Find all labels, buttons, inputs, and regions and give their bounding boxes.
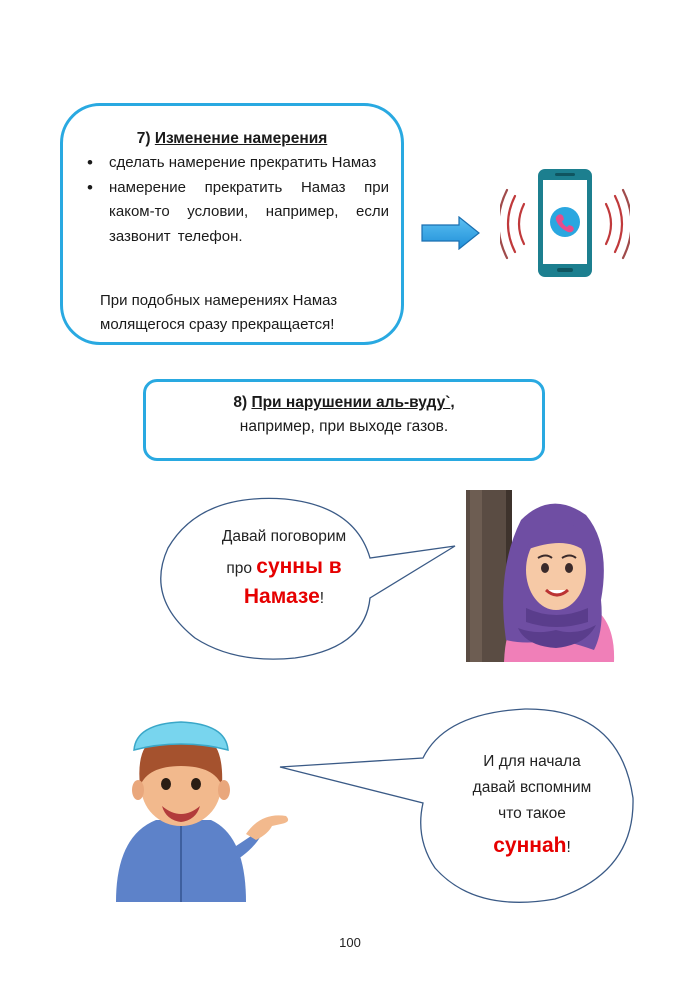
section-7-title: Изменение намерения: [154, 130, 328, 147]
section-8-box: [143, 379, 545, 461]
woman-in-hijab-illustration: [466, 490, 616, 662]
section-7-note: При подобных намерениях Намаз молящегося сразу прекращается!: [100, 292, 338, 333]
section-8-text: например, при выходе газов.: [239, 418, 449, 435]
list-item: • сделать намерение прекратить Намаз: [109, 151, 389, 176]
boy-in-kufi-illustration: [96, 716, 296, 902]
section-8-heading: 8) При нарушении аль-вуду`,: [233, 394, 455, 411]
right-arrow-icon: [421, 216, 481, 250]
section-7-list: [109, 151, 389, 249]
boy-speech-text: И для начала давай вспомним что такое суннаh!: [472, 753, 592, 857]
section-7-box: [60, 103, 404, 345]
page-number: 100: [339, 935, 361, 950]
section-7-heading: 7) Изменение намерения: [136, 130, 328, 147]
section-8-title: При нарушении аль-вуду`: [251, 394, 451, 411]
woman-speech-text: Давай поговорим про сунны в Намазе!: [221, 528, 347, 608]
ringing-phone-icon: [500, 168, 630, 280]
list-item: • намерение прекратить Намаз при каком-то условии, например, если зазвонит телефон.: [109, 176, 389, 250]
